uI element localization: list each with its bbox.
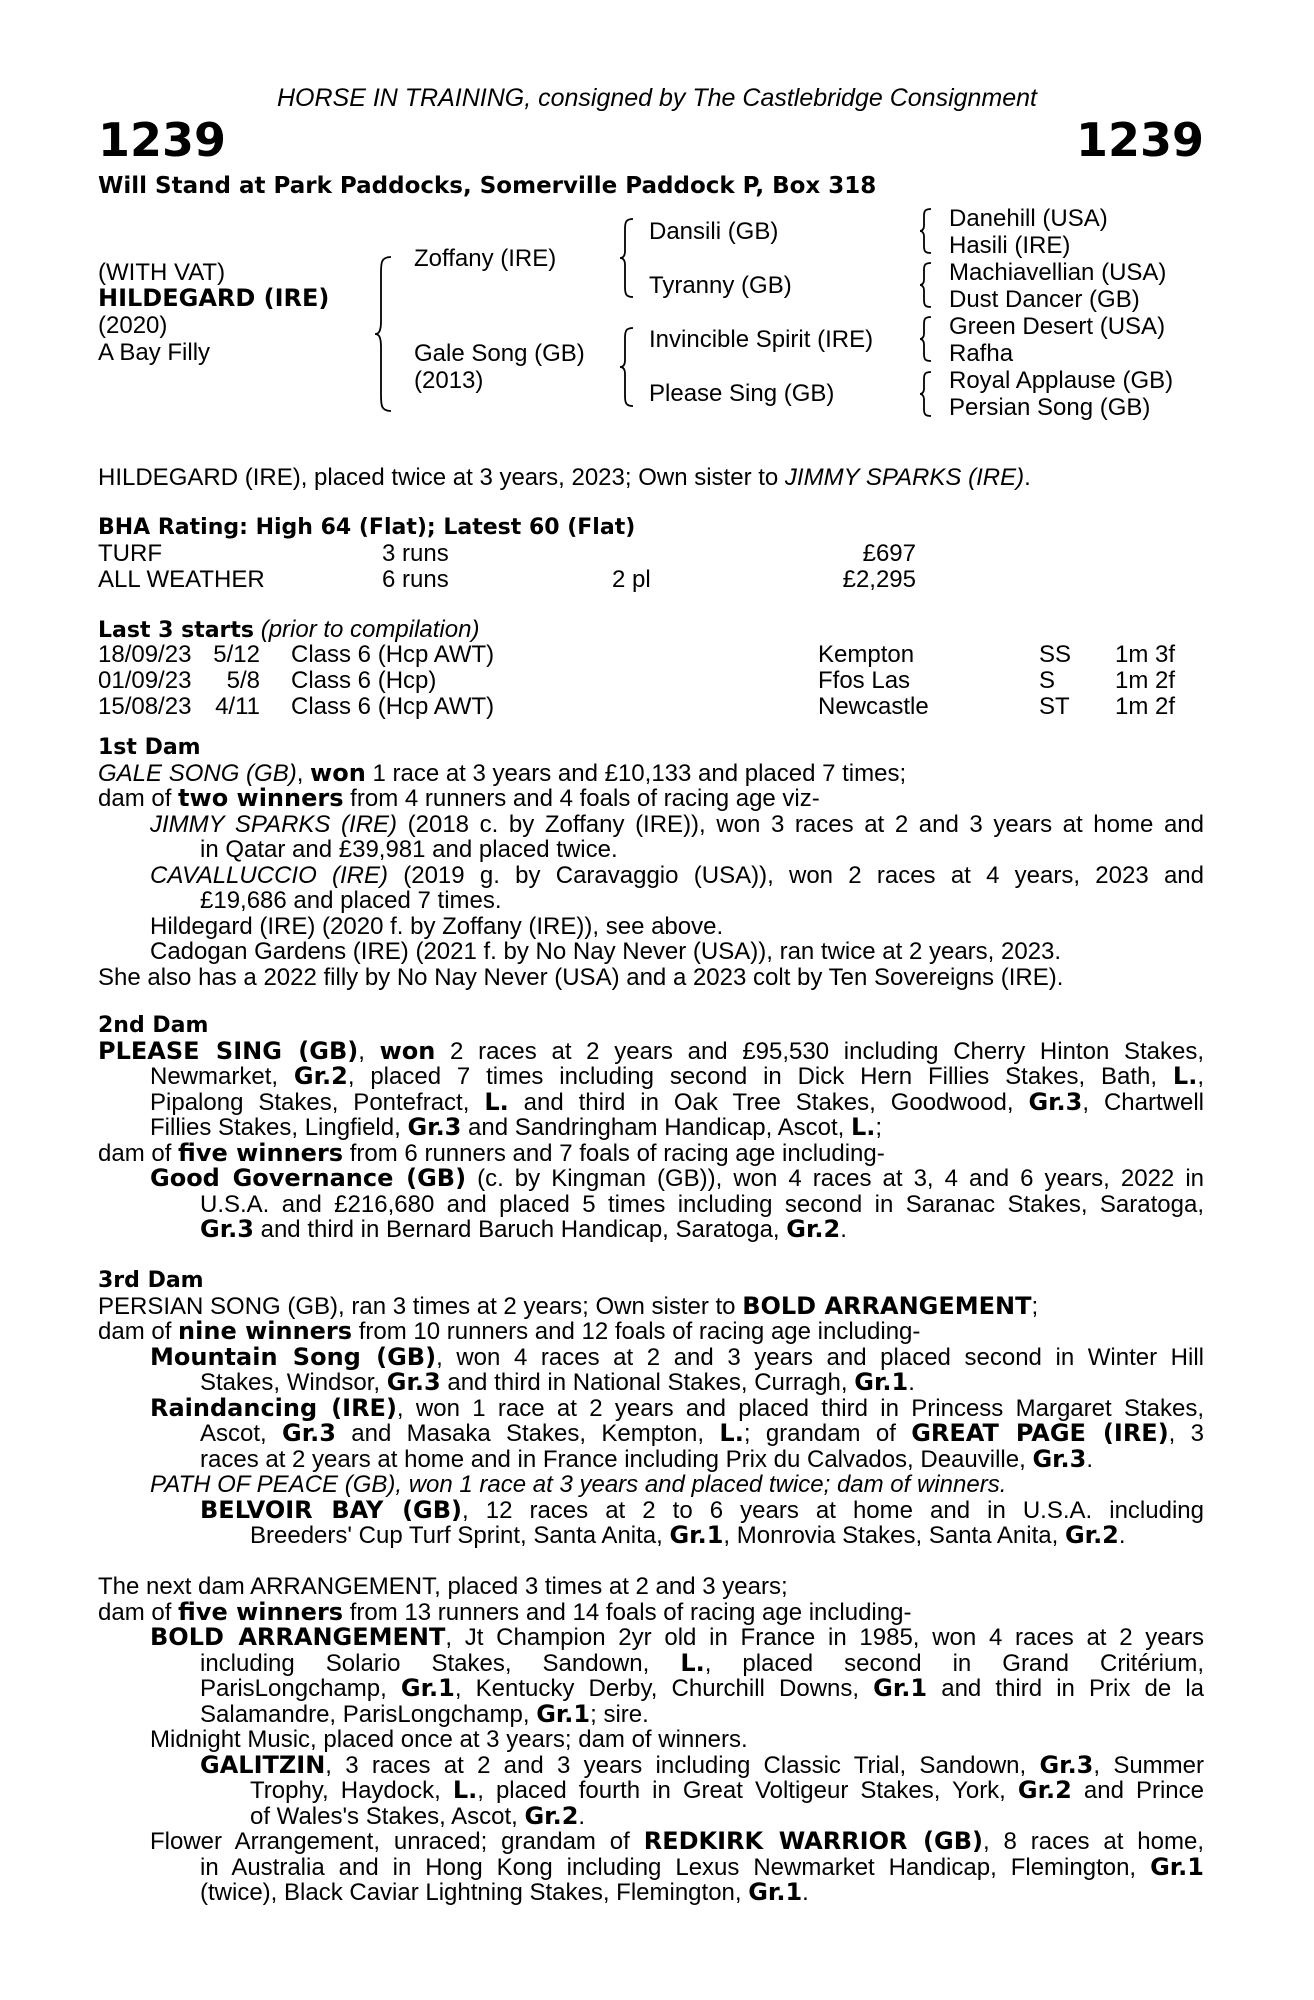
next-dam-section: The next dam ARRANGEMENT, placed 3 times at 2 and 3 years; dam of five winners from 13 runners and 14 foals of racing age including- BOLD ARRANGEMENT, Jt Champion 2yr old in France in 1985, won 4 races at 2 years including Solario Stakes, Sandown, L., placed second in Grand Critérium, ParisLongchamp, Gr.1, Kentucky Derby, Churchill Downs, Gr.1 and third in Prix de la Salamandre, ParisLongchamp, Gr.1; sire. Midnight Music, placed once at 3 years; dam of winners. GALITZIN, 3 races at 2 and 3 years including Classic Trial, Sandown, Gr.3, Summer Trophy, Haydock, L., placed fourth in Great Voltigeur Stakes, York, Gr.2 and Prince of Wales's Stakes, Ascot, Gr.2. Flower Arrangement, unraced; grandam of REDKIRK WARRIOR (GB), 8 races at home, in Australia and in Hong Kong including Lexus Newmarket Handicap, Flemington, Gr.1 (twice), Black Caviar Lightning Stakes, Flemington, Gr.1. [98,1573,1205,1906]
start-row: 01/09/23 5/8 Class 6 (Hcp) Ffos Las S 1m 2f [98,667,1176,694]
second-dam-section: 2nd Dam PLEASE SING (GB), won 2 races at 2 years and £95,530 including Cherry Hinton Stakes, Newmarket, Gr.2, placed 7 times including second in Dick Hern Fillies Stakes, Bath, L., Pipalong Stakes, Pontefract, L. and third in Oak Tree Stakes, Goodwood, Gr.3, Chartwell Fillies Stakes, Lingfield, Gr.3 and Sandringham Handicap, Ascot, L.; dam of five winners from 6 runners and 7 foals of racing age including- Good Governance (GB) (c. by Kingman (GB)), won 4 races at 3, 4 and 6 years, 2022 in U.S.A. and £216,680 and placed 5 times including second in Saranac Stakes, Saratoga, Gr.3 and third in Bernard Baruch Handicap, Saratoga, Gr.2. [98,1013,1205,1243]
pedigree-gg4: Dust Dancer (GB) [949,286,1140,313]
list-item: Hildegard (IRE) (2020 f. by Zoffany (IRE)), see above. [150,912,724,940]
pedigree-brace-sire [618,217,636,299]
pedigree-brace-g4 [918,370,934,418]
pedigree-sire-dam: Tyranny (GB) [649,272,792,299]
section-title: 2nd Dam [98,1013,209,1038]
pedigree-brace-g2 [918,261,934,309]
pedigree-sire: Zoffany (IRE) [414,245,557,272]
list-item: BELVOIR BAY (GB), 12 races at 2 to 6 years at home and in U.S.A. including [200,1495,1204,1524]
pedigree-gg8: Persian Song (GB) [949,394,1151,421]
section-title: 3rd Dam [98,1268,204,1293]
list-item: Flower Arrangement, unraced; grandam of REDKIRK WARRIOR (GB), 8 races at home, [150,1827,1204,1855]
list-item: Cadogan Gardens (IRE) (2021 f. by No Nay Never (USA)), ran twice at 2 years, 2023. [150,938,1062,965]
section-title: 1st Dam [98,735,201,760]
pedigree-sire-sire: Dansili (GB) [649,218,779,245]
list-item: CAVALLUCCIO (IRE) (2019 g. by Caravaggio (USA)), won 2 races at 4 years, 2023 and [150,861,1204,889]
list-item: BOLD ARRANGEMENT, Jt Champion 2yr old in France in 1985, won 4 races at 2 years [150,1623,1204,1651]
stand-location: Will Stand at Park Paddocks, Somerville Paddock P, Box 318 [98,173,877,199]
list-item: Midnight Music, placed once at 3 years; dam of winners. [150,1726,748,1753]
pedigree-gg5: Green Desert (USA) [949,313,1166,340]
horse-name: HILDEGARD (IRE) [98,284,330,312]
lot-number-right: 1239 [1075,113,1204,167]
start-row: 15/08/23 4/11 Class 6 (Hcp AWT) Newcastle ST 1m 2f [98,693,1176,720]
pedigree-dam-dam: Please Sing (GB) [649,380,835,407]
sibling-name: JIMMY SPARKS (IRE) [784,464,1025,491]
pedigree-gg2: Hasili (IRE) [949,232,1071,259]
pedigree-gg3: Machiavellian (USA) [949,259,1167,286]
list-item: PATH OF PEACE (GB), won 1 race at 3 years and placed twice; dam of winners. [150,1471,1007,1498]
pedigree-brace-g1 [918,207,934,255]
pedigree-brace-dam [618,326,636,408]
record-row-all-weather: ALL WEATHER 6 runs 2 pl £2,295 [98,566,916,593]
record-row-turf: TURF 3 runs £697 [98,540,916,567]
vat-note: (WITH VAT) [98,259,226,286]
rating-title: BHA Rating: High 64 (Flat); Latest 60 (Flat) [98,515,636,540]
horse-summary: HILDEGARD (IRE), placed twice at 3 years, 2023; Own sister to JIMMY SPARKS (IRE). [98,464,1031,491]
first-dam-section: 1st Dam GALE SONG (GB), won 1 race at 3 years and £10,133 and placed 7 times; dam of two winners from 4 runners and 4 foals of racing age viz- JIMMY SPARKS (IRE) (2018 c. by Zoffany (IRE)), won 3 races at 2 and 3 years at home and in Qatar and £39,981 and placed twice. CAVALLUCCIO (IRE) (2019 g. by Caravaggio (USA)), won 2 races at 4 years, 2023 and £19,686 and placed 7 times. Hildegard (IRE) (2020 f. by Zoffany (IRE)), see above. Cadogan Gardens (IRE) (2021 f. by No Nay Never (USA)), ran twice at 2 years, 2023. She also has a 2022 filly by No Nay Never (USA) and a 2023 colt by Ten Sovereigns (IRE). [98,735,1204,991]
start-row: 18/09/23 5/12 Class 6 (Hcp AWT) Kempton SS 1m 3f [98,641,1176,668]
list-item: Mountain Song (GB), won 4 races at 2 and 3 years and placed second in Winter Hill [150,1342,1205,1371]
pedigree-gg7: Royal Applause (GB) [949,367,1174,394]
third-dam-section: 3rd Dam PERSIAN SONG (GB), ran 3 times at 2 years; Own sister to BOLD ARRANGEMENT; dam of nine winners from 10 runners and 12 foals of racing age including- Mountain Song (GB), won 4 races at 2 and 3 years and placed second in Winter Hill Stakes, Windsor, Gr.3 and third in National Stakes, Curragh, Gr.1. Raindancing (IRE), won 1 race at 2 years and placed third in Princess Margaret Stakes, Ascot, Gr.3 and Masaka Stakes, Kempton, L.; grandam of GREAT PAGE (IRE), 3 races at 2 years at home and in France including Prix du Calvados, Deauville, Gr.3. PATH OF PEACE (GB), won 1 race at 3 years and placed twice; dam of winners. BELVOIR BAY (GB), 12 races at 2 to 6 years at home and in U.S.A. including Breeders' Cup Turf Sprint, Santa Anita, Gr.1, Monrovia Stakes, Santa Anita, Gr.2. [98,1268,1205,1549]
list-item: GALITZIN, 3 races at 2 and 3 years including Classic Trial, Sandown, Gr.3, Summer [200,1750,1205,1779]
list-item: Good Governance (GB) (c. by Kingman (GB)), won 4 races at 3, 4 and 6 years, 2022 in [150,1164,1205,1192]
starts-heading: Last 3 starts (prior to compilation) [98,616,480,643]
list-item: JIMMY SPARKS (IRE) (2018 c. by Zoffany (IRE)), won 3 races at 2 and 3 years at home and [150,810,1204,838]
pedigree-dam-sire: Invincible Spirit (IRE) [649,326,874,353]
pedigree-gg1: Danehill (USA) [949,205,1108,232]
page-header: HORSE IN TRAINING, consigned by The Castlebridge Consignment [276,84,1038,112]
lot-number-left: 1239 [98,113,227,167]
pedigree-brace-main [373,255,395,413]
horse-year: (2020) [98,312,168,339]
pedigree-gg6: Rafha [949,340,1014,367]
pedigree-dam: Gale Song (GB) [414,340,585,367]
list-item: Raindancing (IRE), won 1 race at 2 years and placed third in Princess Margaret Stakes, [150,1393,1205,1422]
horse-description: A Bay Filly [98,339,211,366]
pedigree-brace-g3 [918,315,934,363]
pedigree-dam-year: (2013) [414,367,484,394]
